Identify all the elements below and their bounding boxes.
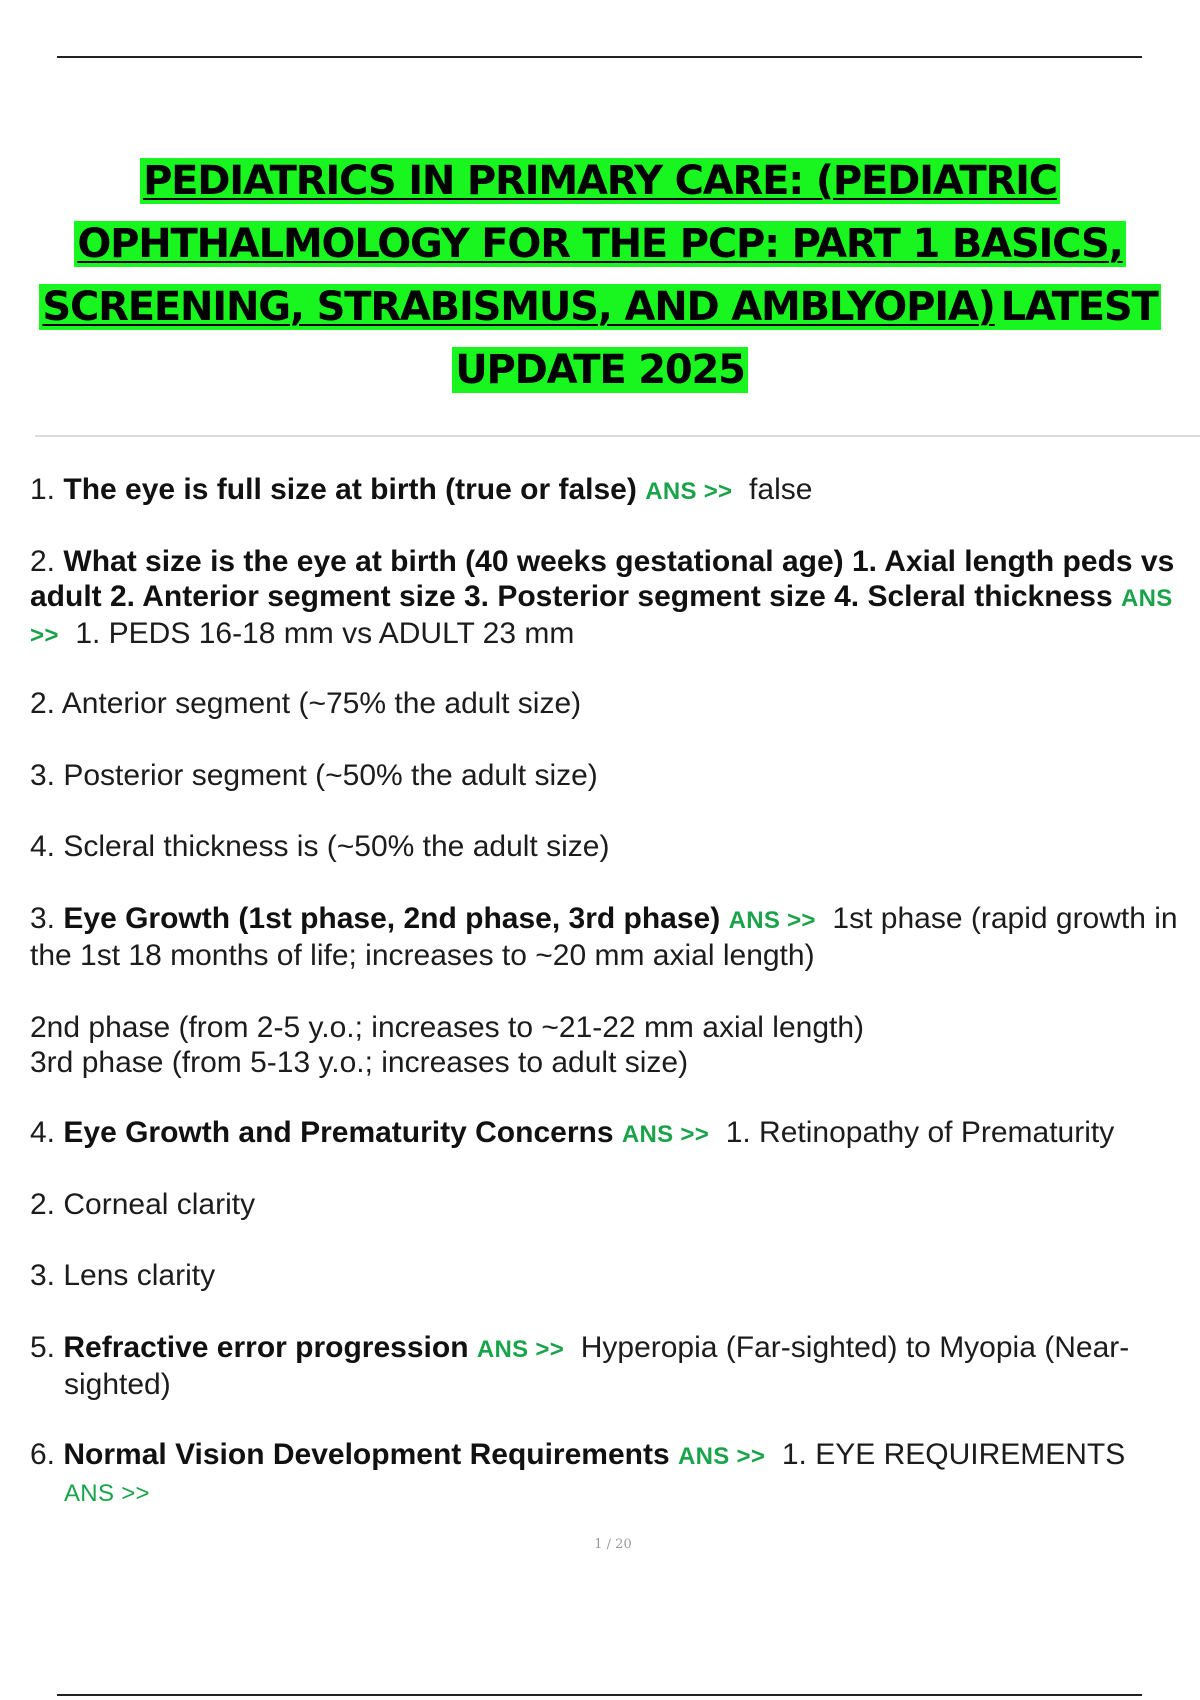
answer-continuation: 3. Lens clarity <box>30 1259 216 1292</box>
answer-continuation: 3rd phase (from 5-13 y.o.; increases to adult size) <box>30 1046 689 1079</box>
qa-item-5 <box>30 1330 1195 1402</box>
ans-marker: ANS >> <box>476 1336 565 1363</box>
ans-marker: ANS >> <box>621 1121 710 1148</box>
answer-text: 1. Retinopathy of Prematurity <box>725 1116 1115 1149</box>
answer-text: 1. PEDS 16-18 mm vs ADULT 23 mm <box>75 617 575 650</box>
item-number: 6. <box>30 1438 56 1471</box>
ans-marker: ANS >> <box>678 1443 766 1470</box>
title-separator <box>35 435 1200 437</box>
answer-text: Hyperopia (Far-sighted) to Myopia (Near-sighted) <box>64 1331 1130 1401</box>
top-rule <box>57 56 1142 58</box>
question-text: Refractive error progression <box>63 1331 469 1364</box>
item-number: 2. <box>30 545 56 578</box>
answer-continuation: 4. Scleral thickness is (~50% the adult size) <box>30 830 610 863</box>
question-text: Eye Growth and Prematurity Concerns <box>63 1116 614 1149</box>
item-number: 3. <box>30 902 56 935</box>
ans-marker-trailing: ANS >> <box>64 1480 150 1507</box>
item-number: 1. <box>30 473 56 506</box>
page-number: 1 / 20 <box>594 1537 632 1552</box>
ans-marker: ANS >> <box>728 907 816 934</box>
title-line-2: OPHTHALMOLOGY FOR THE PCP: PART 1 BASICS, <box>74 221 1125 267</box>
ans-marker: ANS >> <box>645 478 733 505</box>
answer-continuation: 3. Posterior segment (~50% the adult size) <box>30 759 598 792</box>
question-text: What size is the eye at birth (40 weeks gestational age) 1. Axial length peds vs adult 2. Anterior segment size 3. Posterior segment size 4. Scleral thickness <box>30 545 1175 613</box>
title-line-3a: SCREENING, STRABISMUS, AND AMBLYOPIA) <box>39 284 997 330</box>
item-number: 4. <box>30 1116 56 1149</box>
title-line-3b: LATEST <box>998 284 1161 330</box>
ans-marker: ANS >> <box>30 585 1173 649</box>
title-line-4: UPDATE 2025 <box>452 347 748 393</box>
answer-text: false <box>749 473 813 506</box>
title-line-1: PEDIATRICS IN PRIMARY CARE: (PEDIATRIC <box>140 158 1060 204</box>
qa-item-4 <box>30 1115 1195 1152</box>
document-title <box>12 150 1188 402</box>
answer-continuation: 2. Corneal clarity <box>30 1188 256 1221</box>
item-number: 5. <box>30 1331 56 1364</box>
bottom-rule <box>57 1694 1142 1696</box>
answer-text: 1. EYE REQUIREMENTS <box>781 1438 1126 1471</box>
question-text: Eye Growth (1st phase, 2nd phase, 3rd phase) <box>63 902 721 935</box>
qa-item-6 <box>30 1437 1195 1511</box>
qa-item-2 <box>30 544 1195 653</box>
answer-continuation: 2. Anterior segment (~75% the adult size) <box>30 687 582 720</box>
question-text: The eye is full size at birth (true or false) <box>63 473 637 506</box>
answer-text: 1st phase (rapid growth in the 1st 18 months of life; increases to ~20 mm axial length) <box>30 902 1178 972</box>
question-text: Normal Vision Development Requirements <box>63 1438 670 1471</box>
answer-continuation: 2nd phase (from 2-5 y.o.; increases to ~21-22 mm axial length) <box>30 1011 865 1044</box>
qa-item-1 <box>30 472 1195 509</box>
qa-item-3 <box>30 901 1195 973</box>
